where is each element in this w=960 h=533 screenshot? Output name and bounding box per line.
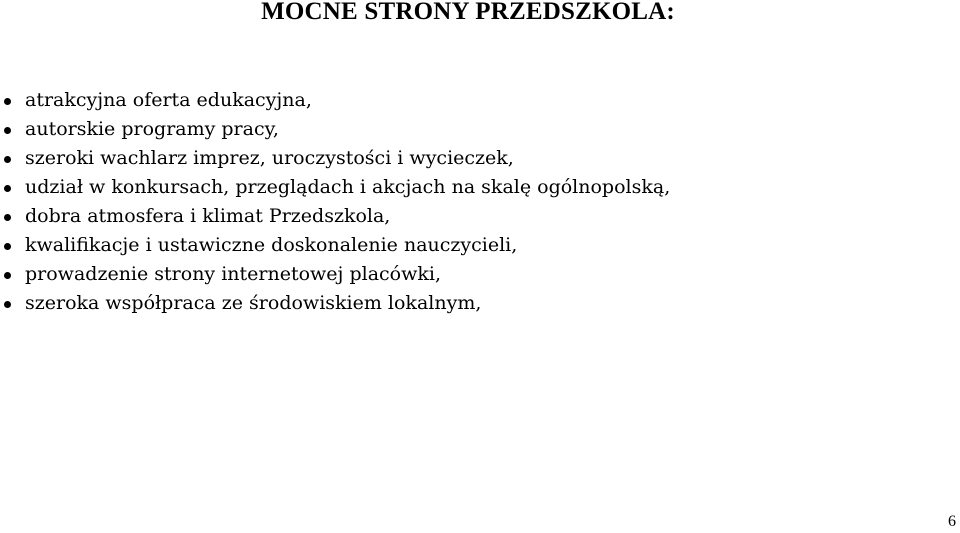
list-item: [0, 231, 670, 260]
list-item: [0, 86, 670, 115]
list-item-text: kwalifikacje i ustawiczne doskonalenie nauczycieli,: [25, 234, 518, 256]
bullet-icon: [4, 301, 11, 308]
page-title: MOCNE STRONY PRZEDSZKOLA:: [261, 0, 675, 25]
list-item: [0, 144, 670, 173]
list-item-text: dobra atmosfera i klimat Przedszkola,: [25, 205, 391, 227]
list-item: [0, 173, 670, 202]
list-item: [0, 202, 670, 231]
list-item-text: prowadzenie strony internetowej placówki,: [25, 263, 442, 285]
list-item: [0, 115, 670, 144]
list-item: [0, 260, 670, 289]
bullet-icon: [4, 272, 11, 279]
bullet-icon: [4, 214, 11, 221]
bullet-icon: [4, 98, 11, 105]
page-number: 6: [948, 513, 956, 530]
list-item-text: atrakcyjna oferta edukacyjna,: [25, 89, 312, 111]
list-item-text: udział w konkursach, przeglądach i akcjach na skalę ogólnopolską,: [25, 176, 671, 198]
list-item-text: autorskie programy pracy,: [25, 118, 279, 140]
bullet-icon: [4, 127, 11, 134]
strengths-list: [0, 86, 670, 318]
bullet-icon: [4, 243, 11, 250]
bullet-icon: [4, 185, 11, 192]
list-item: [0, 289, 670, 318]
bullet-icon: [4, 156, 11, 163]
list-item-text: szeroka współpraca ze środowiskiem lokalnym,: [25, 292, 482, 314]
list-item-text: szeroki wachlarz imprez, uroczystości i wycieczek,: [25, 147, 514, 169]
